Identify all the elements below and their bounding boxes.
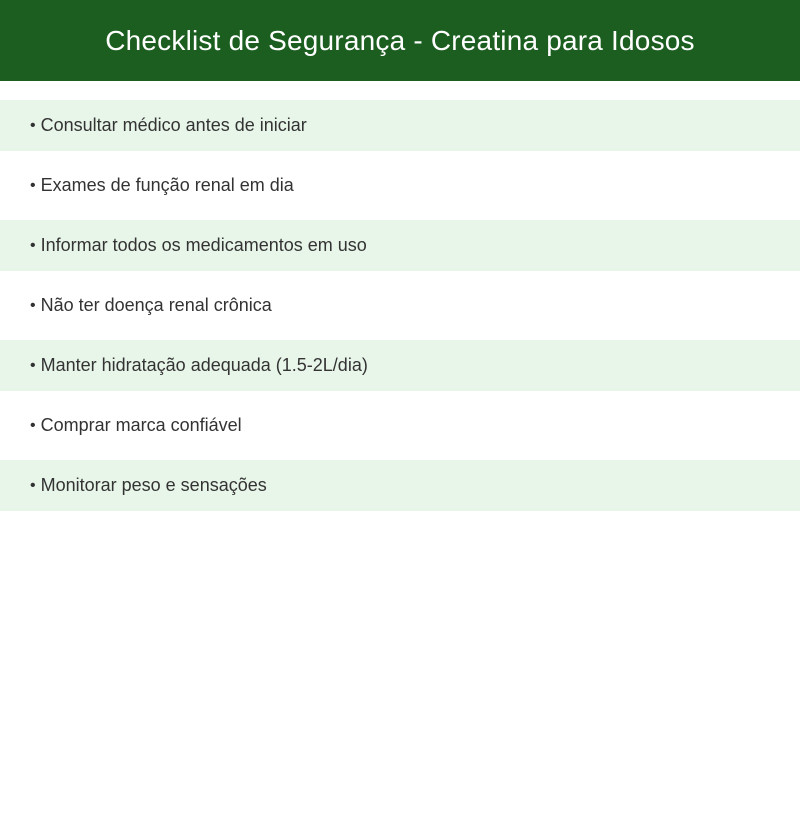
bullet-icon: • <box>30 236 36 254</box>
checklist-item-label: Comprar marca confiável <box>40 415 242 435</box>
bullet-icon: • <box>30 416 36 434</box>
safety-checklist <box>0 100 800 520</box>
bullet-icon: • <box>30 356 36 374</box>
checklist-row <box>0 280 800 340</box>
checklist-item <box>0 160 800 211</box>
checklist-row <box>0 460 800 520</box>
bullet-icon: • <box>30 116 36 134</box>
checklist-item <box>0 220 800 271</box>
checklist-item-label: Consultar médico antes de iniciar <box>40 115 307 135</box>
checklist-row <box>0 400 800 460</box>
checklist-item <box>0 280 800 331</box>
page-header <box>0 0 800 81</box>
checklist-item <box>0 460 800 511</box>
checklist-item-label: Não ter doença renal crônica <box>40 295 272 315</box>
checklist-item-label: Informar todos os medicamentos em uso <box>40 235 367 255</box>
checklist-row <box>0 160 800 220</box>
checklist-item-label: Exames de função renal em dia <box>40 175 294 195</box>
checklist-item-label: Monitorar peso e sensações <box>40 475 267 495</box>
checklist-item <box>0 340 800 391</box>
checklist-row <box>0 100 800 160</box>
checklist-item-label: Manter hidratação adequada (1.5-2L/dia) <box>40 355 368 375</box>
checklist-item <box>0 100 800 151</box>
bullet-icon: • <box>30 476 36 494</box>
checklist-row <box>0 340 800 400</box>
bullet-icon: • <box>30 176 36 194</box>
checklist-row <box>0 220 800 280</box>
page-title: Checklist de Segurança - Creatina para Idosos <box>105 24 695 56</box>
bullet-icon: • <box>30 296 36 314</box>
checklist-item <box>0 400 800 451</box>
